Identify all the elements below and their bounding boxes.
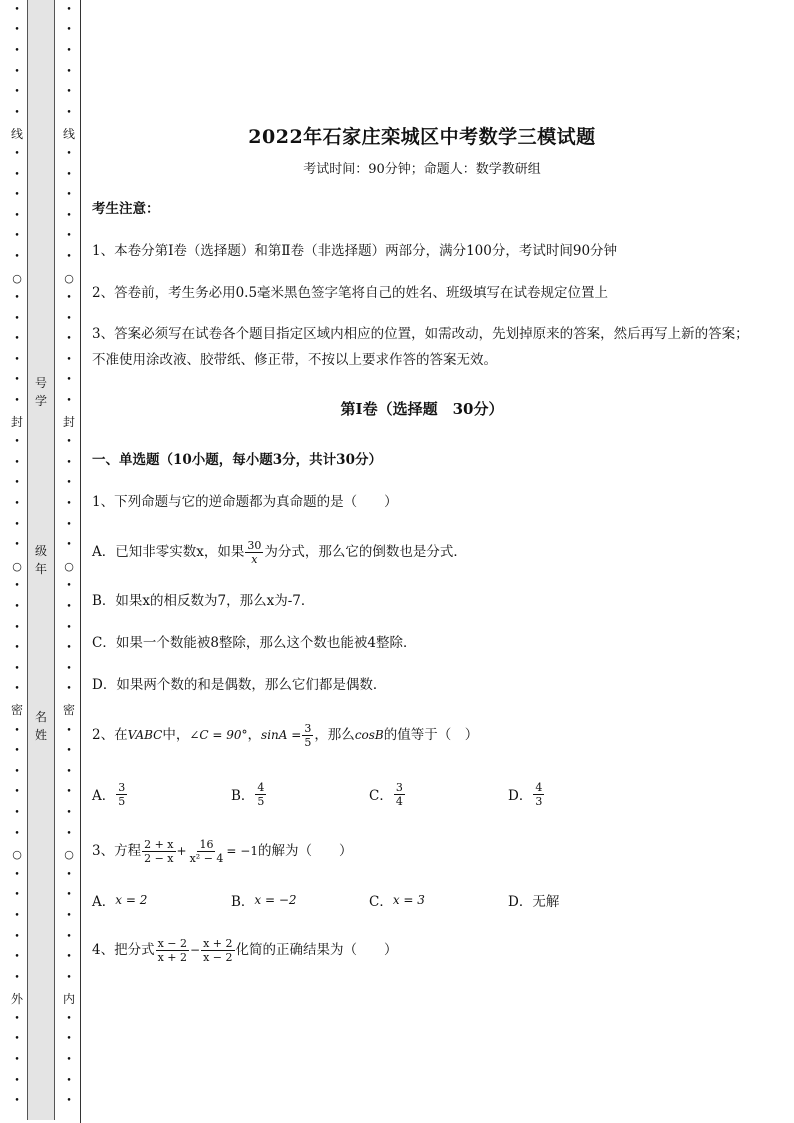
stem-text: ，那么 [314, 727, 355, 743]
margin-dot: • [14, 828, 20, 839]
margin-dot: • [66, 190, 72, 201]
section-title: 第I卷（选择题 30分） [340, 400, 504, 418]
margin-divider-line [80, 0, 81, 1123]
option-label: A． [92, 788, 116, 804]
margin-dot: • [66, 1096, 72, 1107]
margin-dot: • [66, 334, 72, 345]
margin-dot: • [14, 684, 20, 695]
margin-dot: • [66, 540, 72, 551]
option-label: D． [508, 894, 533, 910]
margin-circle-mark: ○ [12, 559, 22, 573]
fraction-numerator: x − 2 [157, 936, 188, 950]
notice-item: 3、答案必须写在试卷各个题目指定区域内相应的位置，如需改动，先划掉原来的答案，然后再写上新的答案；不准使用涂改液、胶带纸、修正带，不按以上要求作答的答案无效。 [92, 326, 749, 368]
part-heading: 一、单选题（10小题，每小题3分，共计30分） [92, 452, 382, 468]
margin-dot: • [14, 910, 20, 921]
margin-dot: • [14, 725, 20, 736]
margin-dot: • [66, 457, 72, 468]
margin-dot: • [14, 396, 20, 407]
margin-label: 密 [10, 703, 23, 718]
strip-label-grade: 级年 [34, 544, 47, 576]
fraction-denominator: 5 [118, 794, 126, 808]
binding-margin-inner [58, 0, 80, 1123]
fraction-numerator: x + 2 [203, 936, 233, 950]
margin-dot: • [66, 313, 72, 324]
option-label: C． [369, 788, 393, 804]
margin-dot: • [66, 4, 72, 15]
margin-dot: • [14, 602, 20, 613]
margin-dot: • [66, 66, 72, 77]
fraction-numerator: 2 + x [144, 837, 174, 851]
margin-dot: • [14, 581, 20, 592]
fraction-numerator: 4 [535, 780, 543, 794]
margin-dot: • [14, 1034, 20, 1045]
option-value: 无解 [532, 894, 560, 910]
margin-dot: • [14, 807, 20, 818]
fraction-numerator: 16 [199, 837, 214, 851]
question-2-option [231, 774, 267, 814]
margin-dot: • [14, 663, 20, 674]
margin-dot: • [66, 148, 72, 159]
margin-dot: • [66, 87, 72, 98]
margin-dot: • [14, 1055, 20, 1066]
notice-item: 2、答卷前，考生务必用0.5毫米黑色签字笔将自己的姓名、班级填写在试卷规定位置上 [92, 285, 609, 301]
question-1-option-d: D．如果两个数的和是偶数，那么它们都是偶数． [92, 677, 387, 693]
margin-dot: • [14, 148, 20, 159]
triangle-symbol: VABC [127, 728, 163, 742]
margin-dot: • [66, 972, 72, 983]
margin-dot: • [66, 519, 72, 530]
margin-dot: • [14, 540, 20, 551]
margin-dot: • [66, 251, 72, 262]
fraction-numerator: 30 [247, 538, 262, 552]
margin-label: 外 [10, 991, 23, 1006]
question-3-option [231, 880, 297, 920]
fraction-denominator: x − 2 [203, 950, 233, 964]
margin-circle-mark: ○ [64, 848, 74, 862]
margin-dot: • [66, 952, 72, 963]
strip-label-student-id: 号学 [34, 376, 47, 408]
question-1-option-a [92, 534, 752, 570]
margin-dot: • [14, 952, 20, 963]
question-3-option [508, 880, 559, 920]
student-info-strip [27, 0, 55, 1120]
margin-dot: • [66, 910, 72, 921]
notice-item: 1、本卷分第I卷（选择题）和第Ⅱ卷（非选择题）两部分，满分100分，考试时间90分钟 [92, 243, 618, 259]
margin-dot: • [14, 972, 20, 983]
fraction-numerator: 3 [118, 780, 126, 794]
fraction [188, 838, 226, 865]
margin-dot: • [66, 725, 72, 736]
margin-dot: • [66, 375, 72, 386]
margin-dot: • [66, 828, 72, 839]
equation-rhs: = −1 [226, 844, 258, 858]
fraction [201, 937, 234, 964]
stem-text: ， [247, 727, 262, 743]
margin-dot: • [14, 457, 20, 468]
margin-dot: • [66, 684, 72, 695]
fraction-denominator: x² − 4 [189, 851, 224, 865]
notice-heading: 考生注意： [92, 201, 160, 217]
margin-dot: • [66, 478, 72, 489]
fraction-denominator: 5 [304, 735, 312, 749]
margin-dot: • [66, 787, 72, 798]
margin-dot: • [66, 643, 72, 654]
binding-margin-outer [6, 0, 28, 1123]
margin-dot: • [66, 766, 72, 777]
margin-dot: • [14, 45, 20, 56]
margin-dot: • [14, 354, 20, 365]
strip-label-name: 名姓 [34, 710, 47, 742]
fraction [302, 722, 313, 749]
question-2-option [369, 774, 406, 814]
margin-label: 封 [62, 415, 75, 430]
option-value: x = 3 [392, 893, 425, 907]
margin-dot: • [66, 1034, 72, 1045]
fraction [533, 781, 544, 808]
margin-label: 密 [62, 703, 75, 718]
margin-dot: • [66, 869, 72, 880]
option-text: 为分式，那么它的倒数也是分式． [264, 544, 467, 560]
margin-dot: • [14, 519, 20, 530]
fraction [394, 781, 405, 808]
margin-dot: • [14, 746, 20, 757]
margin-dot: • [66, 231, 72, 242]
stem-text: 的值等于（ ） [383, 727, 479, 743]
margin-dot: • [14, 643, 20, 654]
margin-dot: • [66, 746, 72, 757]
margin-circle-mark: ○ [64, 271, 74, 285]
margin-dot: • [14, 931, 20, 942]
margin-dot: • [66, 396, 72, 407]
question-3-option [92, 880, 147, 920]
margin-dot: • [14, 869, 20, 880]
margin-circle-mark: ○ [12, 848, 22, 862]
margin-label: 线 [10, 126, 23, 141]
margin-dot: • [66, 581, 72, 592]
margin-dot: • [66, 1075, 72, 1086]
angle-expression: ∠C = 90° [189, 728, 248, 742]
margin-dot: • [66, 663, 72, 674]
question-2-option [92, 774, 128, 814]
margin-dot: • [14, 787, 20, 798]
margin-dot: • [14, 1013, 20, 1024]
fraction [255, 781, 266, 808]
margin-dot: • [66, 210, 72, 221]
margin-label: 封 [10, 415, 23, 430]
margin-dot: • [66, 499, 72, 510]
fraction-denominator: x [251, 552, 258, 566]
margin-label: 内 [62, 991, 75, 1006]
stem-text: 3、方程 [92, 843, 142, 859]
margin-dot: • [14, 107, 20, 118]
question-1-option-b: B．如果x的相反数为7，那么x为-7． [92, 593, 315, 609]
margin-dot: • [66, 1013, 72, 1024]
stem-text: 中， [162, 727, 190, 743]
margin-dot: • [66, 807, 72, 818]
operator: − [190, 943, 201, 957]
margin-dot: • [66, 293, 72, 304]
operator: + [176, 844, 187, 858]
margin-dot: • [14, 4, 20, 15]
option-label: A． [92, 894, 116, 910]
page-title: 2022年石家庄栾城区中考数学三模试题 [248, 126, 596, 148]
option-label: C． [369, 894, 393, 910]
margin-dot: • [66, 25, 72, 36]
margin-dot: • [66, 931, 72, 942]
margin-dot: • [14, 890, 20, 901]
margin-dot: • [14, 1096, 20, 1107]
stem-text: 4、把分式 [92, 942, 155, 958]
fraction-numerator: 3 [304, 721, 312, 735]
fraction-denominator: x + 2 [157, 950, 188, 964]
margin-dot: • [14, 313, 20, 324]
stem-text: 化简的正确结果为（ ） [235, 942, 398, 958]
margin-dot: • [14, 66, 20, 77]
option-label: B． [231, 788, 255, 804]
fraction-denominator: 5 [257, 794, 265, 808]
fraction-denominator: 4 [395, 794, 403, 808]
margin-dot: • [14, 766, 20, 777]
margin-dot: • [66, 354, 72, 365]
margin-dot: • [66, 45, 72, 56]
option-value: x = 2 [115, 893, 148, 907]
stem-text: 的解为（ ） [257, 843, 353, 859]
margin-dot: • [14, 499, 20, 510]
margin-dot: • [66, 602, 72, 613]
margin-dot: • [66, 1055, 72, 1066]
question-1-option-c: C．如果一个数能被8整除，那么这个数也能被4整除． [92, 635, 417, 651]
margin-dot: • [14, 87, 20, 98]
margin-dot: • [14, 169, 20, 180]
margin-dot: • [14, 231, 20, 242]
option-label: B． [231, 894, 255, 910]
question-4-stem [92, 931, 752, 969]
fraction [245, 539, 263, 566]
question-2-option [508, 774, 545, 814]
margin-dot: • [66, 437, 72, 448]
margin-dot: • [14, 293, 20, 304]
margin-dot: • [14, 375, 20, 386]
margin-dot: • [66, 169, 72, 180]
margin-dot: • [14, 478, 20, 489]
margin-dot: • [14, 622, 20, 633]
margin-dot: • [14, 25, 20, 36]
margin-circle-mark: ○ [64, 559, 74, 573]
option-value: x = −2 [254, 893, 297, 907]
margin-dot: • [66, 107, 72, 118]
fraction [142, 838, 175, 865]
question-2-options [92, 774, 752, 814]
question-3-options [92, 880, 752, 920]
fraction-denominator: 3 [535, 794, 543, 808]
option-text: A．已知非零实数x，如果 [92, 544, 245, 560]
question-2-stem [92, 716, 752, 754]
margin-dot: • [14, 251, 20, 262]
stem-text: 2、在 [92, 727, 128, 743]
margin-dot: • [14, 210, 20, 221]
margin-dot: • [14, 334, 20, 345]
question-3-stem [92, 832, 752, 870]
option-label: D． [508, 788, 533, 804]
margin-circle-mark: ○ [12, 271, 22, 285]
fraction [156, 937, 189, 964]
question-1-stem: 1、下列命题与它的逆命题都为真命题的是（ ） [92, 494, 398, 510]
sine-expression: sinA = [261, 728, 302, 742]
margin-label: 线 [62, 126, 75, 141]
exam-info: 考试时间：90分钟；命题人：数学教研组 [303, 162, 541, 177]
fraction [116, 781, 127, 808]
fraction-denominator: 2 − x [144, 851, 174, 865]
margin-dot: • [14, 437, 20, 448]
cosine-expression: cosB [354, 728, 384, 742]
question-3-option [369, 880, 425, 920]
fraction-numerator: 3 [395, 780, 403, 794]
fraction-numerator: 4 [257, 780, 265, 794]
margin-dot: • [66, 890, 72, 901]
margin-dot: • [14, 190, 20, 201]
margin-dot: • [14, 1075, 20, 1086]
margin-dot: • [66, 622, 72, 633]
